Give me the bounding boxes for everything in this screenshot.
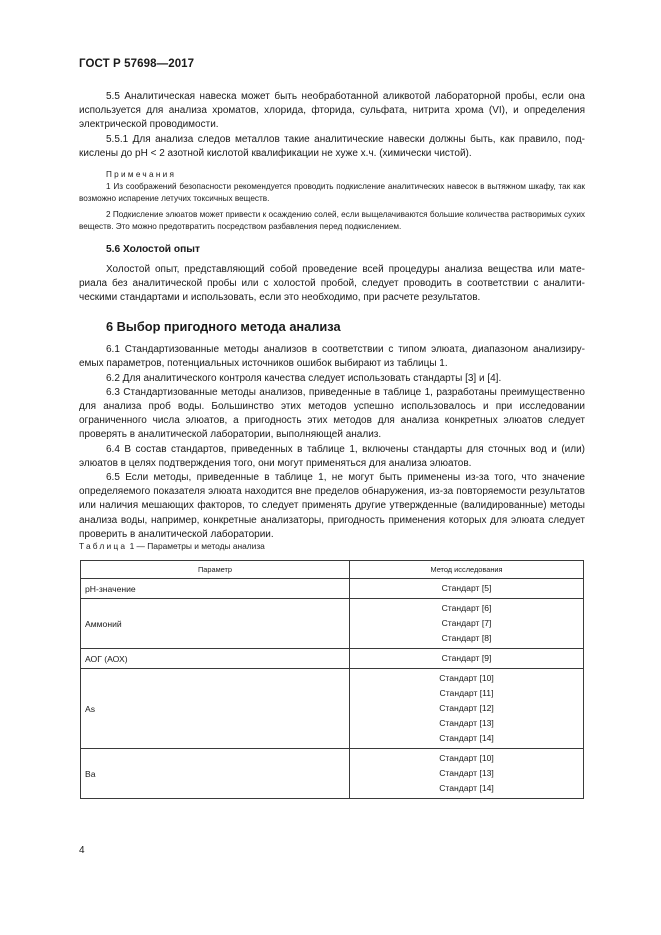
method-cell (350, 649, 584, 669)
paragraph-5-6: Холостой опыт, представляющий собой проведение всей процедуры анализа вещества или материала без аналитической пробы или с холостой пробой, следует проводить в соответствии с аналитическими стандартами и использовать, если это необходимо, при расчете результатов. (79, 263, 585, 304)
document-body (79, 90, 585, 542)
method-cell (350, 749, 584, 799)
paragraph-6-2: 6.2 Для аналитического контроля качества следует использовать стандарты [3] и [4]. (106, 372, 502, 384)
table-caption-label: Таблица (79, 541, 128, 551)
page-number: 4 (79, 845, 85, 856)
table-body (81, 579, 584, 799)
table-row (81, 749, 584, 799)
parameter-cell: pH-значение (81, 579, 350, 599)
method-standard: Стандарт [10] (439, 753, 494, 763)
paragraph-5-5: 5.5 Аналитическая навеска может быть необработанной аликвотой лабораторной пробы, если она используется для анализа хроматов, хлорида, фторида, сульфата, нитрита хрома (VI), и определения электрической проводимости. (79, 91, 585, 131)
method-standard: Стандарт [7] (441, 618, 492, 628)
method-standard: Стандарт [9] (441, 653, 492, 663)
paragraph-6-5: 6.5 Если методы, приведенные в таблице 1, не могут быть применены из-за того, что значение определяемого показателя элюата находится вне пределов обнаружения, из-за повторяемости результатов или наличия мешающих факторов, то следует применять другие утвержденные (валидированные) методы анализа воды, например, конкретные анализаторы, пригодность применения которых для элюата следует проверить в аналитической лаборатории. (79, 472, 585, 540)
method-standard: Стандарт [14] (439, 783, 494, 793)
parameter-cell: АОГ (АОХ) (81, 649, 350, 669)
parameter-cell: As (81, 669, 350, 749)
paragraph-6-4: 6.4 В состав стандартов, приведенных в таблице 1, включены стандарты для сточных вод и (или) элюатов в целях подтверждения того, они могут применяться для анализа элюатов. (79, 443, 585, 469)
section-5-6-heading: 5.6 Холостой опыт (106, 243, 200, 255)
table-row (81, 579, 584, 599)
table-caption (79, 541, 265, 552)
paragraph-6-1: 6.1 Стандартизованные методы анализов в соответствии с типом элюата, диапазоном анализируемых параметров, потенциальных источников ошибок выбирают из таблицы 1. (79, 344, 585, 370)
notes-title: Примечания (106, 170, 177, 180)
parameter-cell: Ba (81, 749, 350, 799)
method-cell (350, 599, 584, 649)
table-row (81, 669, 584, 749)
method-standard: Стандарт [11] (439, 688, 494, 698)
table-row (81, 599, 584, 649)
method-standard: Стандарт [5] (441, 583, 492, 593)
document-header: ГОСТ Р 57698—2017 (79, 58, 195, 70)
note-1: 1 Из соображений безопасности рекомендуется проводить подкисление аналитических навесок в вытяжном шкафу, так как возможно испарение летучих токсичных веществ. (79, 182, 585, 204)
table-caption-text: 1 — Параметры и методы анализа (127, 541, 265, 551)
method-cell (350, 669, 584, 749)
table-header-row (81, 561, 584, 579)
method-standard: Стандарт [13] (439, 768, 494, 778)
section-6-heading: 6 Выбор пригодного метода анализа (106, 319, 341, 335)
column-header-method: Метод исследования (350, 561, 584, 579)
method-standard: Стандарт [8] (441, 633, 492, 643)
paragraph-5-5-1: 5.5.1 Для анализа следов металлов такие аналитические навески должны быть, как правило, подкислены до pH < 2 азотной кислотой квалификации не хуже х.ч. (химически чистой). (79, 133, 585, 159)
method-standard: Стандарт [12] (439, 703, 494, 713)
method-standard: Стандарт [14] (439, 733, 494, 743)
method-standard: Стандарт [10] (439, 673, 494, 683)
paragraph-6-3: 6.3 Стандартизованные методы анализов, приведенные в таблице 1, разработаны преимущественно для анализа проб воды. Большинство этих методов успешно использовалось и при исследовании ограниченного числа элюатов, а пригодность этих методов для анализа конкретных элюатов следует проверять в аналитической лаборатории, выполняющей анализ. (79, 386, 585, 441)
note-2: 2 Подкисление элюатов может привести к осаждению солей, если выщелачиваются большие количества растворимых сухих веществ. Это можно предотвратить посредством разбавления перед подкислением. (79, 209, 585, 232)
column-header-parameter: Параметр (81, 561, 350, 579)
parameters-table (80, 560, 584, 799)
table-row (81, 649, 584, 669)
method-standard: Стандарт [13] (439, 718, 494, 728)
method-cell (350, 579, 584, 599)
parameter-cell: Аммоний (81, 599, 350, 649)
method-standard: Стандарт [6] (441, 603, 492, 613)
